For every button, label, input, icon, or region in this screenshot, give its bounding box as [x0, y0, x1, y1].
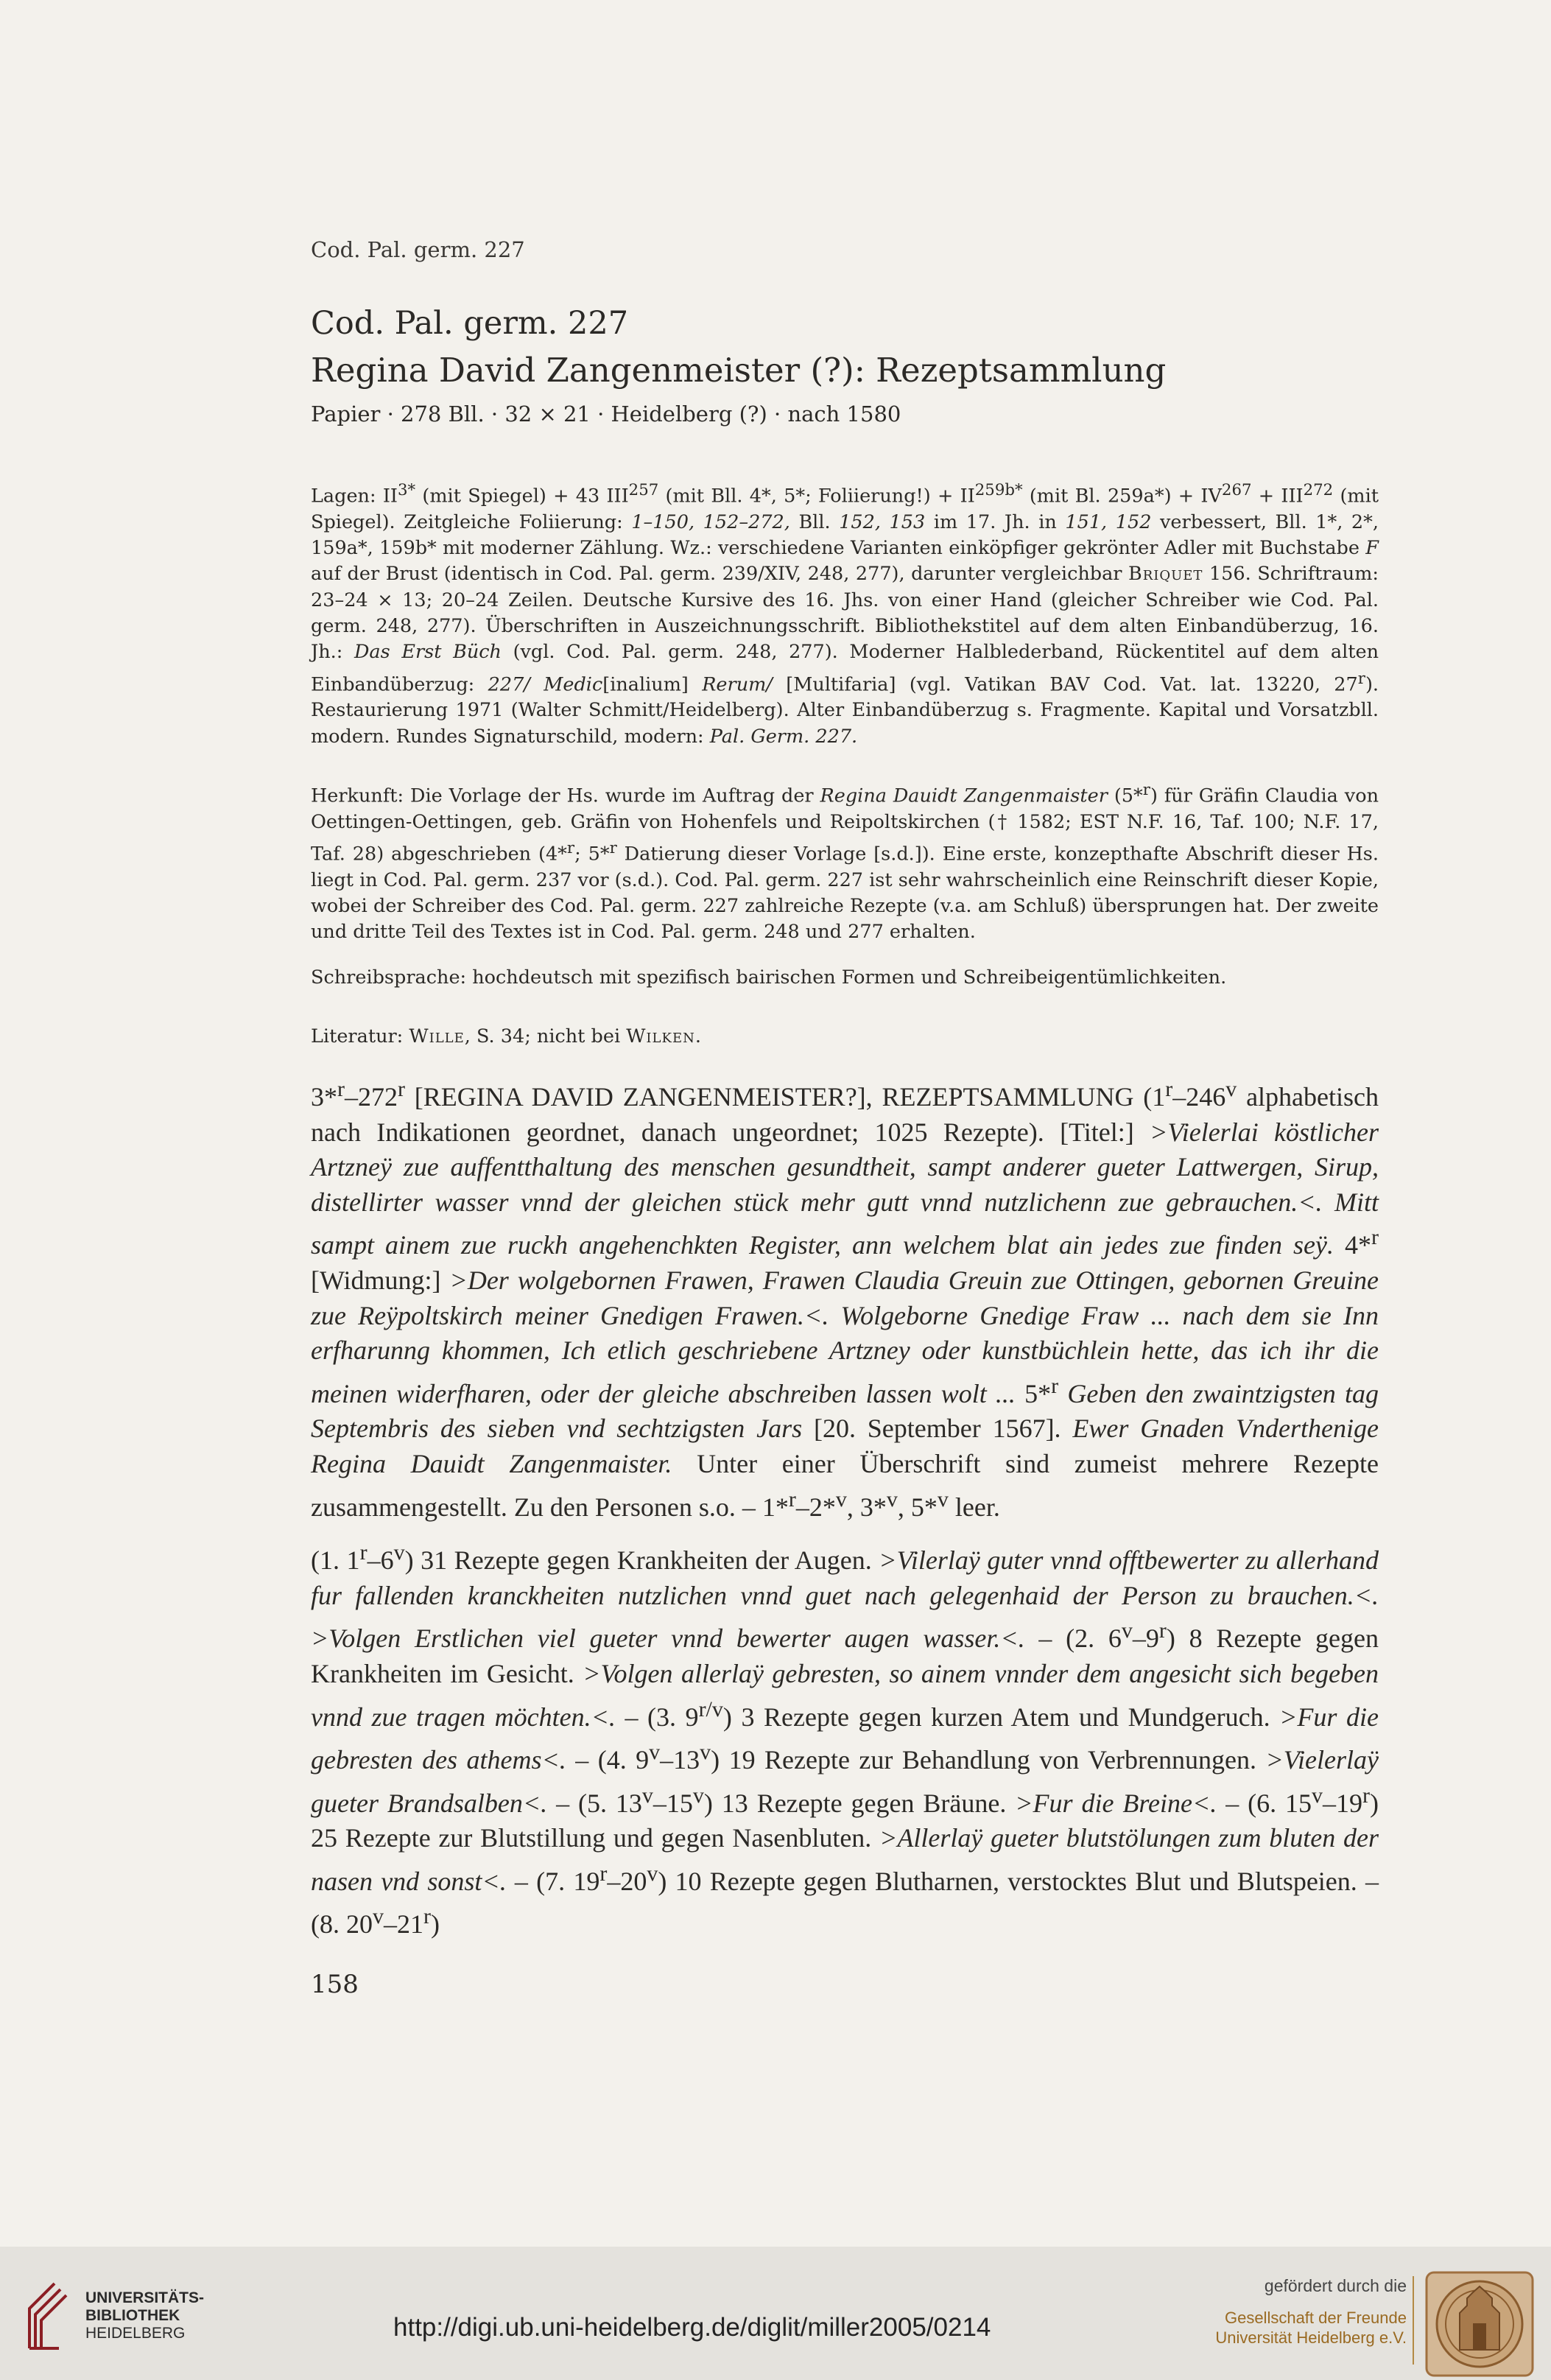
manuscript-title: Regina David Zangenmeister (?): Rezeptsammlung: [311, 351, 1167, 390]
library-name: UNIVERSITÄTS- BIBLIOTHEK HEIDELBERG: [85, 2289, 205, 2342]
codicology-paragraph: Lagen: $II^{3*}$ (mit Spiegel) + 43 III$^{257}$ (mit Bll. 4*, 5*; Foliierung!) + $II^{259b*}$ (mit Bl. $259a*) + IV^{267} + III^{272}$ (mit Spiegel). Zeitgleiche Foliierung: 1–150, 152–272, Bll. 152, 153 im 17. Jh. in 151, 152 verbessert, Bll. 1*, 2*, 159a*, 159b* mit moderner Zählung. Wz.: verschiedene Varianten einköpfiger gekrönter Adler mit Buchstabe F auf der Brust (identisch in Cod. Pal. germ. 239/XIV, 248, 277), darunter vergleichbar Briquet 156. Schriftraum: 23–24 × 13; 20–24 Zeilen. Deutsche Kursive des 16. Jhs. von einer Hand (gleicher Schreiber wie Cod. Pal. germ. 248, 277). Überschriften in Auszeichnungsschrift. Bibliothekstitel auf dem alten Einbandüberzug, 16. Jh.: Das Erst Büch (vgl. Cod. Pal. germ. 248, 277). Moderner Halblederband, Rückentitel auf dem alten Einbandüberzug: 227/ Medic[inalium] Rerum/ [Multifaria] (vgl. Vatikan BAV Cod. Vat. lat. 13220, 27$^r$). Restaurierung 1971 (Walter Schmitt/Heidelberg). Alter Einbandüberzug s. Fragmente. Kapital und Vorsatzbll. modern. Rundes Signaturschild, modern: Pal. Germ. 227.: [311, 481, 1379, 748]
footer-divider: [1413, 2276, 1414, 2365]
sponsor-credit: gefördert durch die Gesellschaft der Freunde Universität Heidelberg e.V.: [1215, 2276, 1407, 2347]
main-entry-paragraph: 3*$^r$–272$^r$ [REGINA DAVID ZANGENMEISTER?], REZEPTSAMMLUNG (1$^r$–246$^v$ alphabetisch nach Indikationen geordnet, danach ungeordnet; 1025 Rezepte). [Titel:] >Vielerlai köstlicher Artzneÿ zue auffentthaltung des menschen gesundtheit, sampt anderer gueter Lattwergen, Sirup, distellirter wasser vnnd der gleichen stück mehr gutt vnnd nutzlichenn zue gebrauchen.<. Mitt sampt ainem zue ruckh angehenchkten Register, ann welchem blat ain jedes zue finden seÿ. 4*$^r$ [Widmung:] >Der wolgebornen Frawen, Frawen Claudia Greuin zue Ottingen, gebornen Greuine zue Reÿpoltskirch meiner Gnedigen Frawen.<. Wolgeborne Gnedige Fraw ... nach dem sie Inn erfharunng khommen, Ich etlich geschriebene Artzney oder kunstbüchlein hette, das ich ihr die meinen widerfharen, oder der gleiche abschreiben lassen wolt ... 5*$^r$ Geben den zwaintzigsten tag Septembris des sieben vnd sechtzigsten Jars [20. September 1567]. Ewer Gnaden Vnderthenige Regina Dauidt Zangenmaister. Unter einer Überschrift sind zumeist mehrere Rezepte zusammengestellt. Zu den Personen s.o. – 1*$^r$–2*$^v$, 3*$^v$, 5*$^v$ leer.: [311, 1077, 1379, 1522]
page-number: 158: [311, 1970, 359, 1999]
university-library-logo-icon: [22, 2281, 71, 2351]
sections-paragraph: (1. 1$^r$–6$^v$) 31 Rezepte gegen Krankheiten der Augen. >Vilerlaÿ guter vnnd offtbewerter zu allerhand fur fallenden kranckheiten nutzlichen vnnd guet nach gelegenhaid der Person zu brauchen.<. >Volgen Erstlichen viel gueter vnnd bewerter augen wasser.<. – (2. 6$^v$–9$^r$) 8 Rezepte gegen Krankheiten im Gesicht. >Volgen allerlaÿ gebresten, so ainem vnnder dem angesicht sich begeben vnnd zue tragen möchten.<. – (3. $9^{r/v}$) 3 Rezepte gegen kurzen Atem und Mundgeruch. >Fur die gebresten des athems<. – (4. 9$^v$–13$^v$) 19 Rezepte zur Behandlung von Verbrennungen. >Vielerlaÿ gueter Brandsalben<. – (5. 13$^v$–15$^v$) 13 Rezepte gegen Bräune. >Fur die Breine<. – (6. 15$^v$–19$^r$) 25 Rezepte zur Blutstillung und gegen Nasenbluten. >Allerlaÿ gueter blutstölungen zum bluten der nasen vnd sonst<. – (7. 19$^r$–20$^v$) 10 Rezepte gegen Blutharnen, verstocktes Blut und Blutspeien. – (8. 20$^v$–21$^r$): [311, 1540, 1379, 1940]
running-head: Cod. Pal. germ. 227: [311, 237, 525, 262]
entry-title-block: [311, 302, 1379, 429]
footer-bar: [0, 2247, 1551, 2380]
content-description: [311, 1072, 1379, 1942]
language-paragraph: Schreibsprache: hochdeutsch mit spezifisch bairischen Formen und Schreibeigentümlichkeiten.: [311, 966, 1227, 989]
shelfmark-heading: Cod. Pal. germ. 227: [311, 305, 629, 342]
society-seal-icon: [1424, 2270, 1535, 2378]
physical-description: Papier · 278 Bll. · 32 × 21 · Heidelberg (?) · nach 1580: [311, 401, 901, 426]
provenance-paragraph: Herkunft: Die Vorlage der Hs. wurde im Auftrag der Regina Dauidt Zangenmaister (5*$^r$) für Gräfin Claudia von Oettingen-Oettingen, geb. Gräfin von Hohenfels und Reipoltskirchen († 1582; EST N.F. 16, Taf. 100; N.F. 17, Taf. 28) abgeschrieben (4*$^r$; 5*$^r$ Datierung dieser Vorlage [s.d.]). Eine erste, konzepthafte Abschrift dieser Hs. liegt in Cod. Pal. germ. 237 vor (s.d.). Cod. Pal. germ. 227 ist sehr wahrscheinlich eine Reinschrift dieser Kopie, wobei der Schreiber des Cod. Pal. germ. 227 zahlreiche Rezepte (v.a. am Schluß) übersprungen hat. Der zweite und dritte Teil des Textes ist in Cod. Pal. germ. 248 und 277 erhalten.: [311, 781, 1379, 944]
permalink-url[interactable]: http://digi.ub.uni-heidelberg.de/diglit/miller2005/0214: [393, 2313, 991, 2342]
literature-paragraph: Literatur: Wille, S. 34; nicht bei Wilken.: [311, 1025, 701, 1047]
